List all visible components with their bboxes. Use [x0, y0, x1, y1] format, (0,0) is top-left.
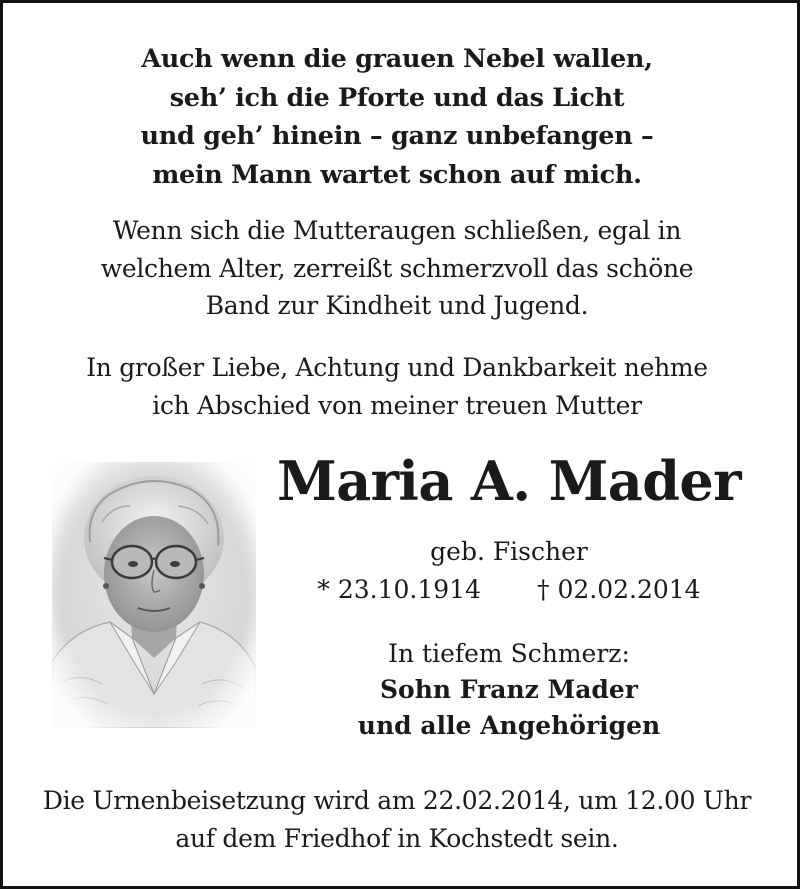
deceased-name: Maria A. Mader	[277, 449, 741, 513]
burial-line: auf dem Friedhof in Kochstedt sein.	[175, 823, 619, 853]
poem-line: mein Mann wartet schon auf mich.	[152, 159, 642, 190]
birth-date: * 23.10.1914	[317, 575, 481, 604]
mourners	[266, 636, 752, 744]
mother-eyes-paragraph	[0, 212, 794, 325]
portrait-photo-icon	[52, 462, 256, 728]
paragraph-line: ich Abschied von meiner treuen Mutter	[152, 390, 642, 420]
paragraph-line: In großer Liebe, Achtung und Dankbarkeit nehme	[86, 353, 708, 382]
life-dates	[266, 572, 752, 608]
mourners-intro: In tiefem Schmerz:	[388, 639, 630, 668]
mourner-son: Sohn Franz Mader	[380, 675, 638, 704]
mourner-relatives: und alle Angehörigen	[357, 711, 661, 740]
farewell-paragraph	[0, 349, 794, 424]
poem-line: und geh’ hinein – ganz unbefangen –	[140, 121, 654, 151]
poem	[0, 40, 794, 194]
paragraph-line: Wenn sich die Mutteraugen schließen, egal in	[112, 216, 682, 245]
burial-notice	[0, 782, 794, 857]
poem-line: Auch wenn die grauen Nebel wallen,	[141, 44, 653, 74]
birth-name: geb. Fischer	[430, 537, 588, 566]
paragraph-line: Band zur Kindheit und Jugend.	[205, 291, 589, 320]
paragraph-line: welchem Alter, zerreißt schmerzvoll das schöne	[100, 253, 694, 283]
death-date: † 02.02.2014	[537, 575, 701, 604]
poem-line: seh’ ich die Pforte und das Licht	[169, 82, 625, 113]
burial-line: Die Urnenbeisetzung wird am 22.02.2014, um 12.00 Uhr	[42, 786, 752, 815]
